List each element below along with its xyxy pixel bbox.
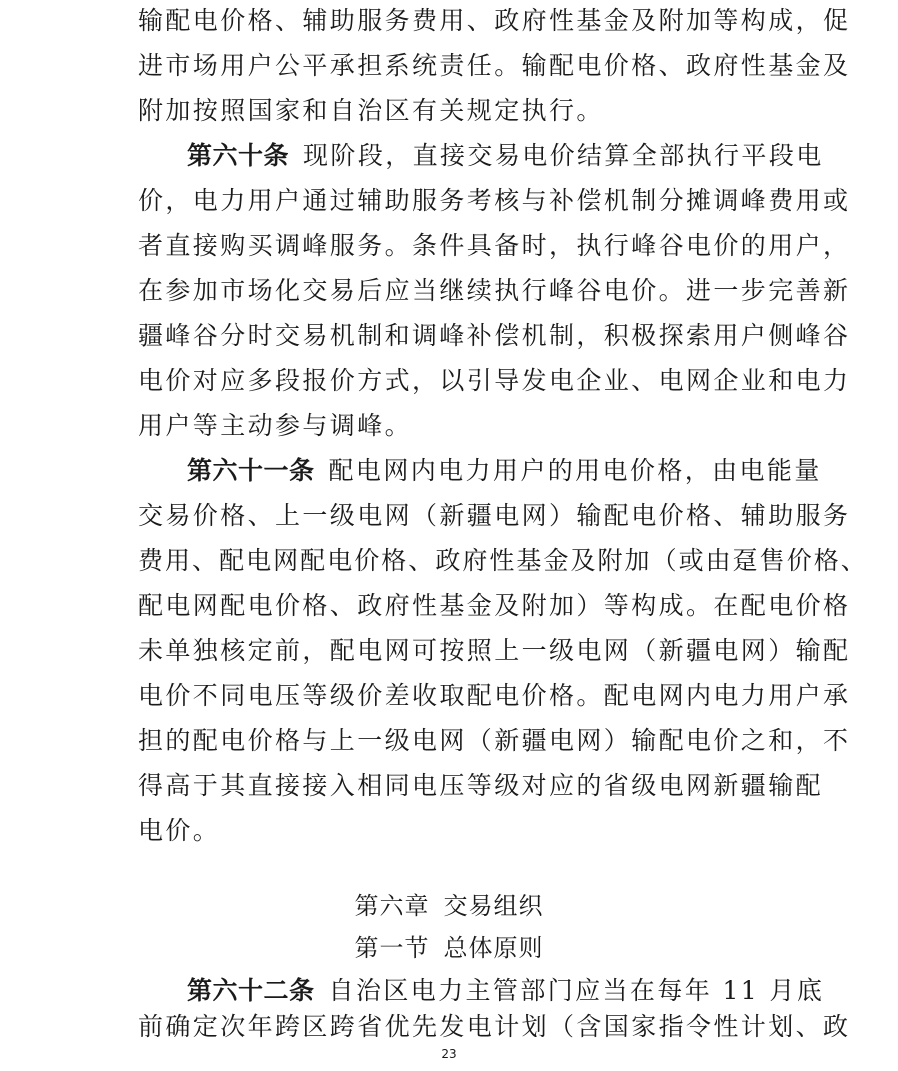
chapter-heading: [0, 891, 898, 921]
text-line: 得高于其直接接入相同电压等级对应的省级电网新疆输配: [138, 771, 824, 800]
text-line: 进市场用户公平承担系统责任。输配电价格、政府性基金及: [138, 51, 851, 80]
section-heading: [0, 933, 898, 963]
text-line: 未单独核定前，配电网可按照上一级电网（新疆电网）输配: [138, 636, 851, 665]
page-number: 23: [441, 1047, 457, 1061]
text-line: 前确定次年跨区跨省优先发电计划（含国家指令性计划、政: [138, 1012, 851, 1041]
article-60-label: 第六十条: [187, 141, 290, 170]
text-line: 者直接购买调峰服务。条件具备时，执行峰谷电价的用户，: [138, 231, 851, 260]
text-line: 自治区电力主管部门应当在每年 11 月底: [328, 976, 825, 1005]
article-62-label: 第六十二条: [187, 976, 315, 1005]
text-line: 疆峰谷分时交易机制和调峰补偿机制，积极探索用户侧峰谷: [138, 321, 851, 350]
text-line: 用户等主动参与调峰。: [138, 411, 413, 440]
text-line: 费用、配电网配电价格、政府性基金及附加（或由趸售价格、: [138, 546, 868, 575]
text-line: 电价对应多段报价方式，以引导发电企业、电网企业和电力: [138, 366, 851, 395]
section-number: 第一节: [354, 934, 430, 962]
chapter-title: 交易组织: [443, 892, 544, 920]
text-line: 担的配电价格与上一级电网（新疆电网）输配电价之和，不: [138, 726, 851, 755]
text-line: 附加按照国家和自治区有关规定执行。: [138, 96, 604, 125]
section-title: 总体原则: [443, 934, 544, 962]
text-line: 电价不同电压等级价差收取配电价格。配电网内电力用户承: [138, 681, 851, 710]
article-61-first-line: [187, 456, 822, 486]
text-line: 输配电价格、辅助服务费用、政府性基金及附加等构成，促: [138, 6, 851, 35]
text-line: 交易价格、上一级电网（新疆电网）输配电价格、辅助服务: [138, 501, 851, 530]
text-line: 在参加市场化交易后应当继续执行峰谷电价。进一步完善新: [138, 276, 851, 305]
article-60-first-line: [187, 141, 824, 171]
text-line: 配电网配电价格、政府性基金及附加）等构成。在配电价格: [138, 591, 851, 620]
text-line: 现阶段，直接交易电价结算全部执行平段电: [303, 141, 824, 170]
text-line: 电价。: [138, 816, 221, 845]
text-line: 价，电力用户通过辅助服务考核与补偿机制分摊调峰费用或: [138, 186, 851, 215]
article-62-first-line: [187, 976, 824, 1006]
chapter-number: 第六章: [354, 892, 430, 920]
article-61-label: 第六十一条: [187, 456, 315, 485]
text-line: 配电网内电力用户的用电价格，由电能量: [328, 456, 822, 485]
